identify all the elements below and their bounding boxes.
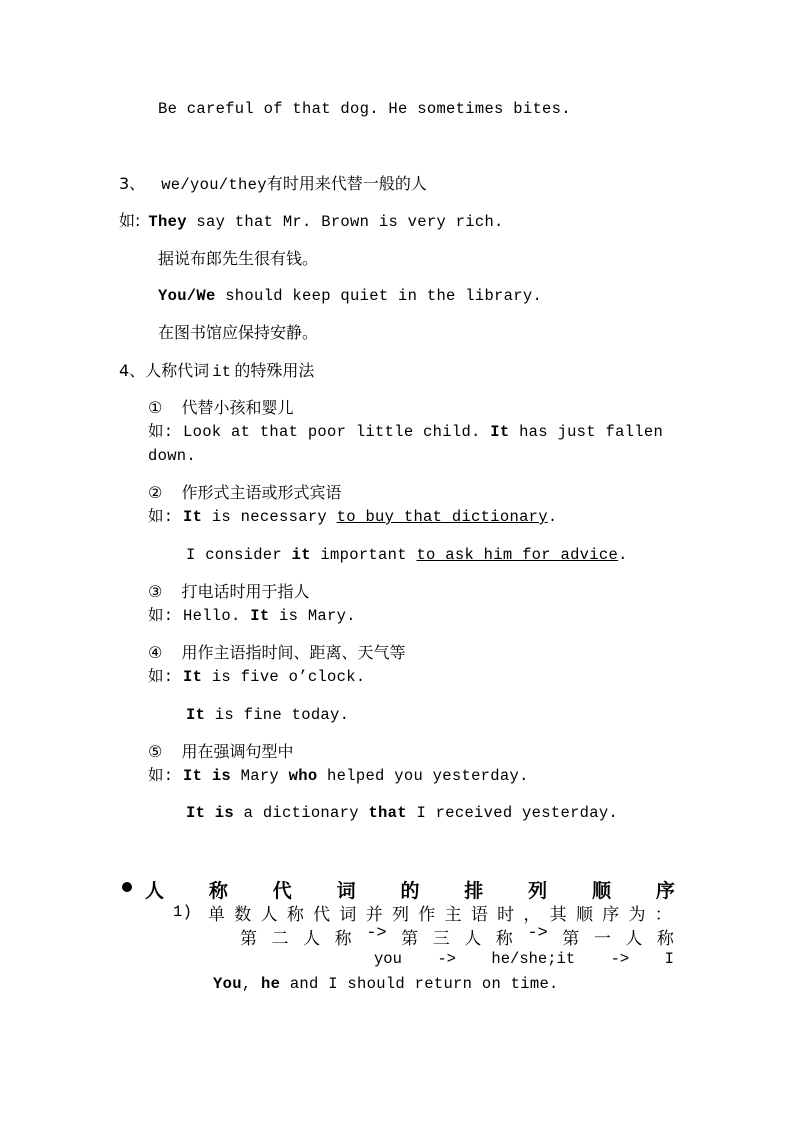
item-1-example-wrap: down.	[148, 447, 197, 465]
item-2-ex2-pre: I consider	[186, 546, 292, 564]
item-1-heading	[148, 398, 293, 418]
rule-char: 并	[365, 905, 383, 925]
section-3-pronouns: we/you/they	[161, 176, 267, 194]
item-2-underlined-infinitive-2: to ask him for advice	[416, 546, 619, 564]
bold-he: he	[261, 975, 281, 993]
order-char: 第	[401, 929, 419, 949]
section-3-example-2	[158, 286, 542, 306]
rule-char: 列	[391, 905, 409, 925]
rule-char: 主	[444, 905, 462, 925]
item-5-example-2	[186, 803, 618, 823]
item-1-bold-it: It	[490, 423, 510, 441]
heading-char: 列	[528, 880, 548, 902]
item-4-ex2-post: is fine today.	[205, 706, 350, 724]
rule-char: ，	[523, 905, 541, 925]
order-you: you	[374, 950, 402, 968]
item-2-heading	[148, 483, 341, 503]
item-1-title: 代替小孩和婴儿	[181, 398, 294, 417]
order-example	[213, 974, 559, 994]
order-char: 称	[656, 929, 674, 949]
heading-char: 序	[655, 880, 675, 902]
ru-label: 如:	[119, 211, 141, 230]
order-section-heading	[145, 876, 675, 903]
rule-sentence	[208, 900, 672, 925]
heading-char: 人	[145, 880, 165, 902]
item-5-heading	[148, 742, 293, 762]
item-4-title: 用作主语指时间、距离、天气等	[181, 643, 406, 662]
rule-char: 语	[470, 905, 488, 925]
section-3-example-1-translation: 据说布郎先生很有钱。	[158, 249, 319, 268]
section-3-number: 3、	[119, 174, 146, 193]
item-5-ex2-mid: a dictionary	[234, 804, 369, 822]
order-char: 一	[593, 929, 611, 949]
example-1-rest: say that Mr. Brown is very rich.	[186, 213, 504, 231]
order-english	[374, 950, 674, 968]
order-char: 称	[495, 929, 513, 949]
item-3-mark: ③	[148, 582, 163, 601]
section-4-title-a: 4、人称代词	[119, 361, 210, 380]
section-4-title-c: 的特殊用法	[234, 361, 315, 380]
order-i: I	[664, 950, 674, 968]
heading-char: 词	[336, 880, 356, 902]
arrow-icon: ->	[610, 950, 630, 968]
section-4-title-it: it	[212, 363, 232, 381]
rule-char: 序	[602, 905, 620, 925]
item-2-ex1-end: .	[547, 508, 558, 526]
heading-char: 称	[208, 880, 228, 902]
rule-char: 人	[260, 905, 278, 925]
heading-char: 顺	[592, 880, 612, 902]
item-1-mark: ①	[148, 398, 163, 417]
order-example-comma: ,	[241, 975, 262, 993]
item-4-heading	[148, 643, 405, 663]
item-2-example-2	[186, 545, 628, 565]
rule-number: 1)	[173, 903, 193, 921]
item-3-example	[148, 606, 356, 626]
rule-char: 其	[549, 905, 567, 925]
bullet-icon	[122, 882, 132, 892]
rule-char: 为	[628, 905, 646, 925]
item-2-mark: ②	[148, 483, 163, 502]
arrow-icon: ->	[366, 924, 387, 943]
heading-char: 的	[400, 880, 420, 902]
bold-you: You	[213, 975, 242, 993]
rule-char: 数	[234, 905, 252, 925]
rule-char: 顺	[575, 905, 593, 925]
item-5-ex1-pre: 如:	[148, 767, 184, 785]
bold-you-we: You/We	[158, 287, 216, 305]
item-5-bold-who: who	[288, 767, 318, 785]
order-char: 称	[334, 929, 352, 949]
order-chinese	[240, 924, 674, 949]
item-1-ex-pre: 如: Look at that poor little child.	[148, 423, 491, 441]
item-4-bold-it-2: It	[186, 706, 206, 724]
item-5-mark: ⑤	[148, 742, 163, 761]
item-2-ex2-mid: important	[310, 546, 417, 564]
item-2-bold-it: It	[183, 508, 203, 526]
item-5-title: 用在强调句型中	[181, 742, 294, 761]
order-he-she-it: he/she;it	[491, 950, 576, 968]
item-4-bold-it: It	[183, 668, 203, 686]
item-4-ex1-post: is five o’clock.	[202, 668, 366, 686]
arrow-icon: ->	[527, 924, 548, 943]
rule-char: 称	[286, 905, 304, 925]
order-char: 人	[303, 929, 321, 949]
order-char: 第	[240, 929, 257, 949]
item-5-bold-it-is-2: It is	[186, 804, 235, 822]
item-5-bold-that: that	[368, 804, 407, 822]
item-5-bold-it-is: It is	[183, 767, 232, 785]
order-char: 二	[271, 929, 289, 949]
item-4-ex1-pre: 如:	[148, 668, 184, 686]
item-4-example-2	[186, 705, 349, 725]
bold-they: They	[148, 213, 187, 231]
item-5-ex1-post: helped you yesterday.	[317, 767, 529, 785]
item-2-ex1-mid: is necessary	[202, 508, 337, 526]
item-2-ex2-end: .	[618, 546, 628, 564]
section-3-title: 有时用来代替一般的人	[266, 174, 427, 193]
item-3-title: 打电话时用于指人	[181, 582, 310, 601]
rule-char: 代	[313, 905, 331, 925]
item-2-example-1	[148, 507, 557, 527]
item-5-ex2-post: I received yesterday.	[406, 804, 619, 822]
item-2-title: 作形式主语或形式宾语	[181, 483, 342, 502]
item-1-ex-post: has just fallen	[509, 423, 664, 441]
arrow-icon: ->	[437, 950, 456, 968]
item-4-mark: ④	[148, 643, 163, 662]
item-4-example-1	[148, 667, 365, 687]
item-2-bold-it-2: it	[291, 546, 311, 564]
section-4-heading	[119, 361, 314, 382]
item-5-ex1-mid: Mary	[231, 767, 289, 785]
rule-char: 时	[497, 905, 515, 925]
example-sentence-dog: Be careful of that dog. He sometimes bites.	[158, 100, 571, 118]
rule-char: 词	[339, 905, 357, 925]
section-3-example-1	[119, 211, 504, 232]
item-3-heading	[148, 582, 309, 602]
section-3-example-2-translation: 在图书馆应保持安静。	[158, 323, 319, 342]
order-char: 第	[562, 929, 580, 949]
item-3-bold-it: It	[250, 607, 270, 625]
order-char: 人	[464, 929, 482, 949]
item-3-ex-post: is Mary.	[269, 607, 356, 625]
item-3-ex-pre: 如: Hello.	[148, 607, 251, 625]
item-5-example-1	[148, 766, 529, 786]
item-2-underlined-infinitive-1: to buy that dictionary	[336, 508, 548, 526]
item-1-example	[148, 422, 663, 442]
order-char: 人	[625, 929, 643, 949]
rule-char: ：	[654, 905, 672, 925]
section-3-heading	[119, 174, 427, 195]
heading-char: 代	[272, 880, 292, 902]
rule-char: 作	[418, 905, 436, 925]
heading-char: 排	[464, 880, 484, 902]
example-2-rest: should keep quiet in the library.	[215, 287, 543, 305]
item-2-ex1-pre: 如:	[148, 508, 184, 526]
order-example-rest: and I should return on time.	[280, 975, 559, 993]
order-char: 三	[432, 929, 450, 949]
rule-char: 单	[208, 905, 225, 925]
